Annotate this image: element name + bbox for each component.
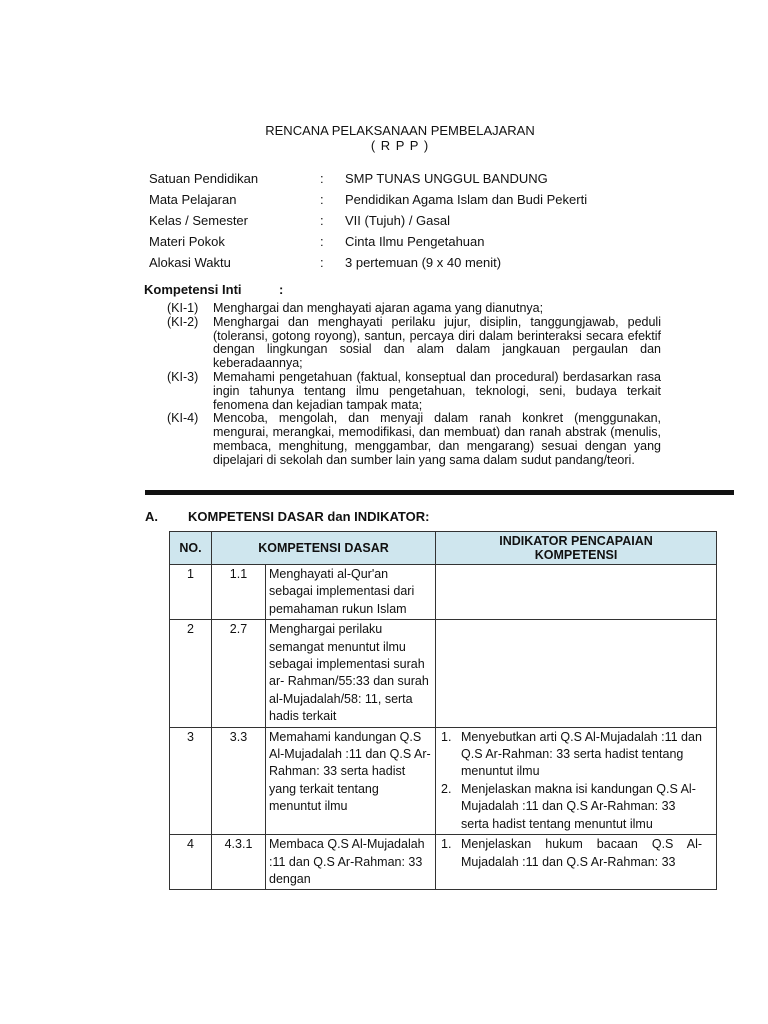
kd-description: Memahami kandungan Q.S Al-Mujadalah :11 dan Q.S Ar-Rahman: 33 serta hadist yang terkait tentang menuntut ilmu [266, 727, 436, 834]
header-kompetensi-dasar: KOMPETENSI DASAR [212, 532, 436, 565]
kompetensi-dasar-table [169, 531, 717, 890]
ki-code: (KI-3) [167, 369, 199, 384]
identity-value: 3 pertemuan (9 x 40 menit) [345, 255, 502, 270]
header-indikator-line1: INDIKATOR PENCAPAIAN [499, 534, 653, 548]
ki-item [167, 371, 661, 412]
row-number: 2 [170, 620, 212, 727]
indicator-cell [436, 565, 717, 620]
kd-code: 4.3.1 [212, 835, 266, 890]
identity-label: Materi Pokok [149, 234, 225, 249]
indicator-item [436, 729, 716, 781]
ki-text: Memahami pengetahuan (faktual, konseptual dan procedural) berdasarkan rasa ingin tahunya tentang ilmu pengetahuan, teknologi, seni, budaya terkait fenomena dan kejadian tampak mata; [213, 369, 661, 412]
kd-description: Menghargai perilaku semangat menuntut ilmu sebagai implementasi surah ar- Rahman/55:33 dan surah al-Mujadalah/58: 11, serta hadis terkait [266, 620, 436, 727]
header-indikator-line2: KOMPETENSI [534, 548, 618, 562]
indicator-text: Menjelaskan makna isi kandungan Q.S Al-Mujadalah :11 dan Q.S Ar-Rahman: 33 serta hadist tentang menuntut ilmu [461, 781, 696, 831]
indicator-cell [436, 835, 717, 890]
kompetensi-inti-list [167, 302, 661, 468]
ki-code: (KI-2) [167, 314, 199, 329]
header-no: NO. [170, 532, 212, 565]
kd-code: 1.1 [212, 565, 266, 620]
identity-value: Cinta Ilmu Pengetahuan [345, 234, 485, 249]
kd-description: Menghayati al-Qur'an sebagai implementasi dari pemahaman rukun Islam [266, 565, 436, 620]
identity-colon: : [320, 213, 324, 228]
document-title: RENCANA PELAKSANAAN PEMBELAJARAN [265, 123, 535, 138]
indicator-cell [436, 727, 717, 834]
table-row [170, 620, 717, 727]
ki-text: Menghargai dan menghayati perilaku jujur, disiplin, tanggungjawab, peduli (toleransi, gotong royong), santun, percaya diri dalam berinteraksi secara efektif dengan lingkungan sosial dan alam dalam jangkauan pergaulan dan keberadaannya; [213, 314, 661, 371]
indicator-text: Menjelaskan hukum bacaan Q.S Al-Mujadalah :11 dan Q.S Ar-Rahman: 33 [461, 837, 703, 869]
ki-item [167, 316, 661, 371]
section-divider [145, 490, 734, 495]
indicator-number: 1. [441, 837, 452, 852]
ki-code: (KI-1) [167, 301, 199, 315]
identity-value: Pendidikan Agama Islam dan Budi Pekerti [345, 192, 588, 207]
row-number: 1 [170, 565, 212, 620]
indicator-cell [436, 620, 717, 727]
row-number: 3 [170, 727, 212, 834]
identity-colon: : [320, 255, 324, 270]
ki-item [167, 302, 661, 316]
identity-value: VII (Tujuh) / Gasal [345, 213, 450, 228]
identity-label: Mata Pelajaran [149, 192, 237, 207]
identity-colon: : [320, 192, 324, 207]
document-subtitle: ( R P P ) [370, 138, 430, 153]
identity-colon: : [320, 171, 324, 186]
identity-value: SMP TUNAS UNGGUL BANDUNG [345, 171, 548, 186]
kompetensi-inti-colon: : [279, 282, 284, 297]
table-row [170, 727, 717, 834]
section-title: KOMPETENSI DASAR dan INDIKATOR: [188, 509, 430, 524]
ki-item [167, 412, 661, 467]
section-letter: A. [145, 509, 158, 524]
kd-code: 2.7 [212, 620, 266, 727]
kd-code: 3.3 [212, 727, 266, 834]
identity-colon: : [320, 234, 324, 249]
ki-text: Mencoba, mengolah, dan menyaji dalam ranah konkret (menggunakan, mengurai, merangkai, memodifikasi, dan membuat) dan ranah abstrak (menulis, membaca, menghitung, menggambar, dan mengarang) sesuai dengan yang dipelajari di sekolah dan sumber lain yang sama dalam sudut pandang/teori. [213, 411, 661, 467]
kompetensi-inti-label: Kompetensi Inti [144, 282, 242, 297]
ki-text: Menghargai dan menghayati ajaran agama yang dianutnya; [213, 301, 544, 315]
identity-label: Alokasi Waktu [149, 255, 231, 270]
table-header-row [170, 532, 717, 565]
indicator-item [436, 781, 716, 833]
header-indikator [436, 532, 717, 565]
table-row [170, 835, 717, 890]
identity-label: Kelas / Semester [149, 213, 248, 228]
row-number: 4 [170, 835, 212, 890]
table-row [170, 565, 717, 620]
ki-code: (KI-4) [167, 411, 199, 426]
kd-description: Membaca Q.S Al-Mujadalah :11 dan Q.S Ar-Rahman: 33 dengan [266, 835, 436, 890]
identity-label: Satuan Pendidikan [149, 171, 259, 186]
indicator-text: Menyebutkan arti Q.S Al-Mujadalah :11 dan Q.S Ar-Rahman: 33 serta hadist tentang menuntut ilmu [461, 729, 702, 779]
indicator-number: 1. [441, 729, 452, 744]
kompetensi-inti-heading [144, 282, 284, 297]
indicator-number: 2. [441, 781, 452, 796]
indicator-item [436, 836, 716, 871]
